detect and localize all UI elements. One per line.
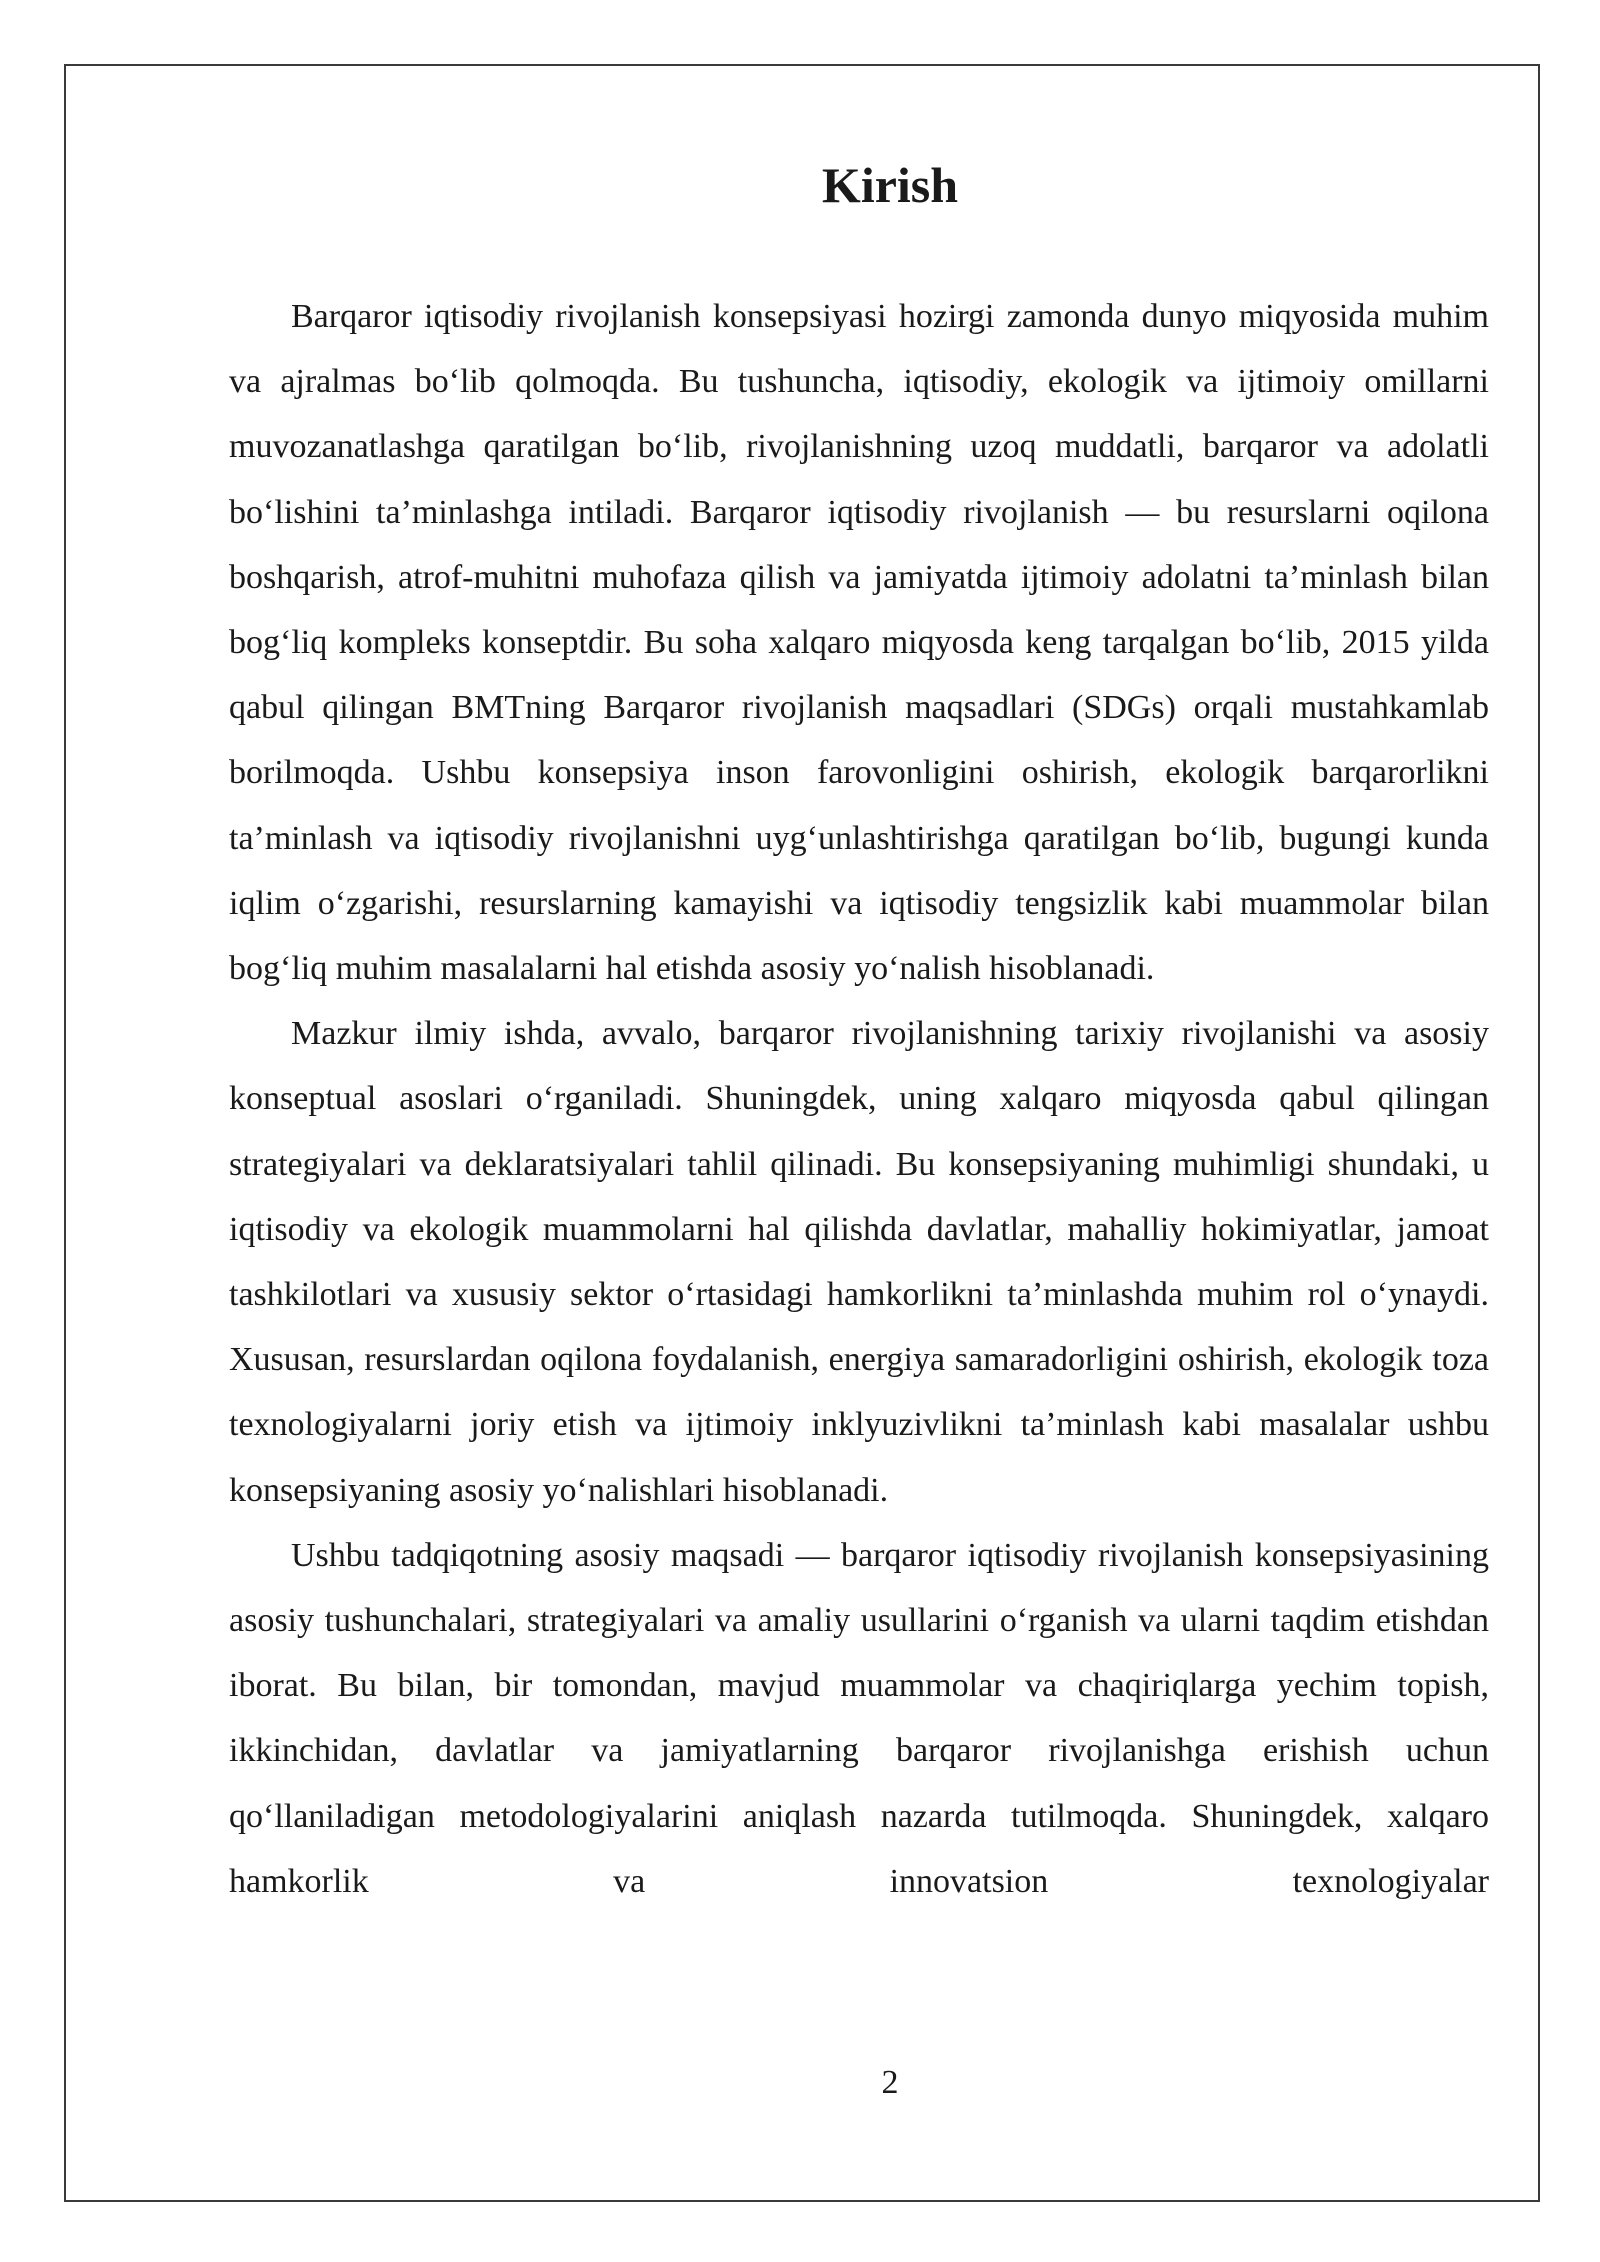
paragraph-2: Mazkur ilmiy ishda, avvalo, barqaror rivojlanishning tarixiy rivojlanishi va asosiy konseptual asoslari o‘rganiladi. Shuningdek, uning xalqaro miqyosda qabul qilingan strategiyalari va deklaratsiyalari tahlil qilinadi. Bu konsepsiyaning muhimligi shundaki, u iqtisodiy va ekologik muammolarni hal qilishda davlatlar, mahalliy hokimiyatlar, jamoat tashkilotlari va xususiy sektor o‘rtasidagi hamkorlikni ta’minlashda muhim rol o‘ynaydi. Xususan, resurslardan oqilona foydalanish, energiya samaradorligini oshirish, ekologik toza texnologiyalarni joriy etish va ijtimoiy inklyuzivlikni ta’minlash kabi masalalar ushbu konsepsiyaning asosiy yo‘nalishlari hisoblanadi.: [229, 1015, 1489, 1509]
page-title: Kirish: [821, 157, 959, 213]
paragraph-3: Ushbu tadqiqotning asosiy maqsadi — barqaror iqtisodiy rivojlanish konsepsiyasining asosiy tushunchalari, strategiyalari va amaliy usullarini o‘rganish va ularni taqdim etishdan iborat. Bu bilan, bir tomondan, mavjud muammolar va chaqiriqlarga yechim topish, ikkinchidan, davlatlar va jamiyatlarning barqaror rivojlanishga erishish uchun qo‘llaniladigan metodologiyalarini aniqlash nazarda tutilmoqda. Shuningdek, xalqaro hamkorlik va innovatsion texnologiyalar: [229, 1536, 1489, 1900]
document-body: [229, 284, 1489, 1914]
page-number: 2: [881, 2064, 899, 2101]
paragraph-1: Barqaror iqtisodiy rivojlanish konsepsiyasi hozirgi zamonda dunyo miqyosida muhim va ajralmas bo‘lib qolmoqda. Bu tushuncha, iqtisodiy, ekologik va ijtimoiy omillarni muvozanatlashga qaratilgan bo‘lib, rivojlanishning uzoq muddatli, barqaror va adolatli bo‘lishini ta’minlashga intiladi. Barqaror iqtisodiy rivojlanish — bu resurslarni oqilona boshqarish, atrof-muhitni muhofaza qilish va jamiyatda ijtimoiy adolatni ta’minlash bilan bog‘liq kompleks konseptdir. Bu soha xalqaro miqyosda keng tarqalgan bo‘lib, 2015 yilda qabul qilingan BMTning Barqaror rivojlanish maqsadlari (SDGs) orqali mustahkamlab borilmoqda. Ushbu konsepsiya inson farovonligini oshirish, ekologik barqarorlikni ta’minlash va iqtisodiy rivojlanishni uyg‘unlashtirishga qaratilgan bo‘lib, bugungi kunda iqlim o‘zgarishi, resurslarning kamayishi va iqtisodiy tengsizlik kabi muammolar bilan bog‘liq muhim masalalarni hal etishda asosiy yo‘nalish hisoblanadi.: [229, 298, 1489, 988]
